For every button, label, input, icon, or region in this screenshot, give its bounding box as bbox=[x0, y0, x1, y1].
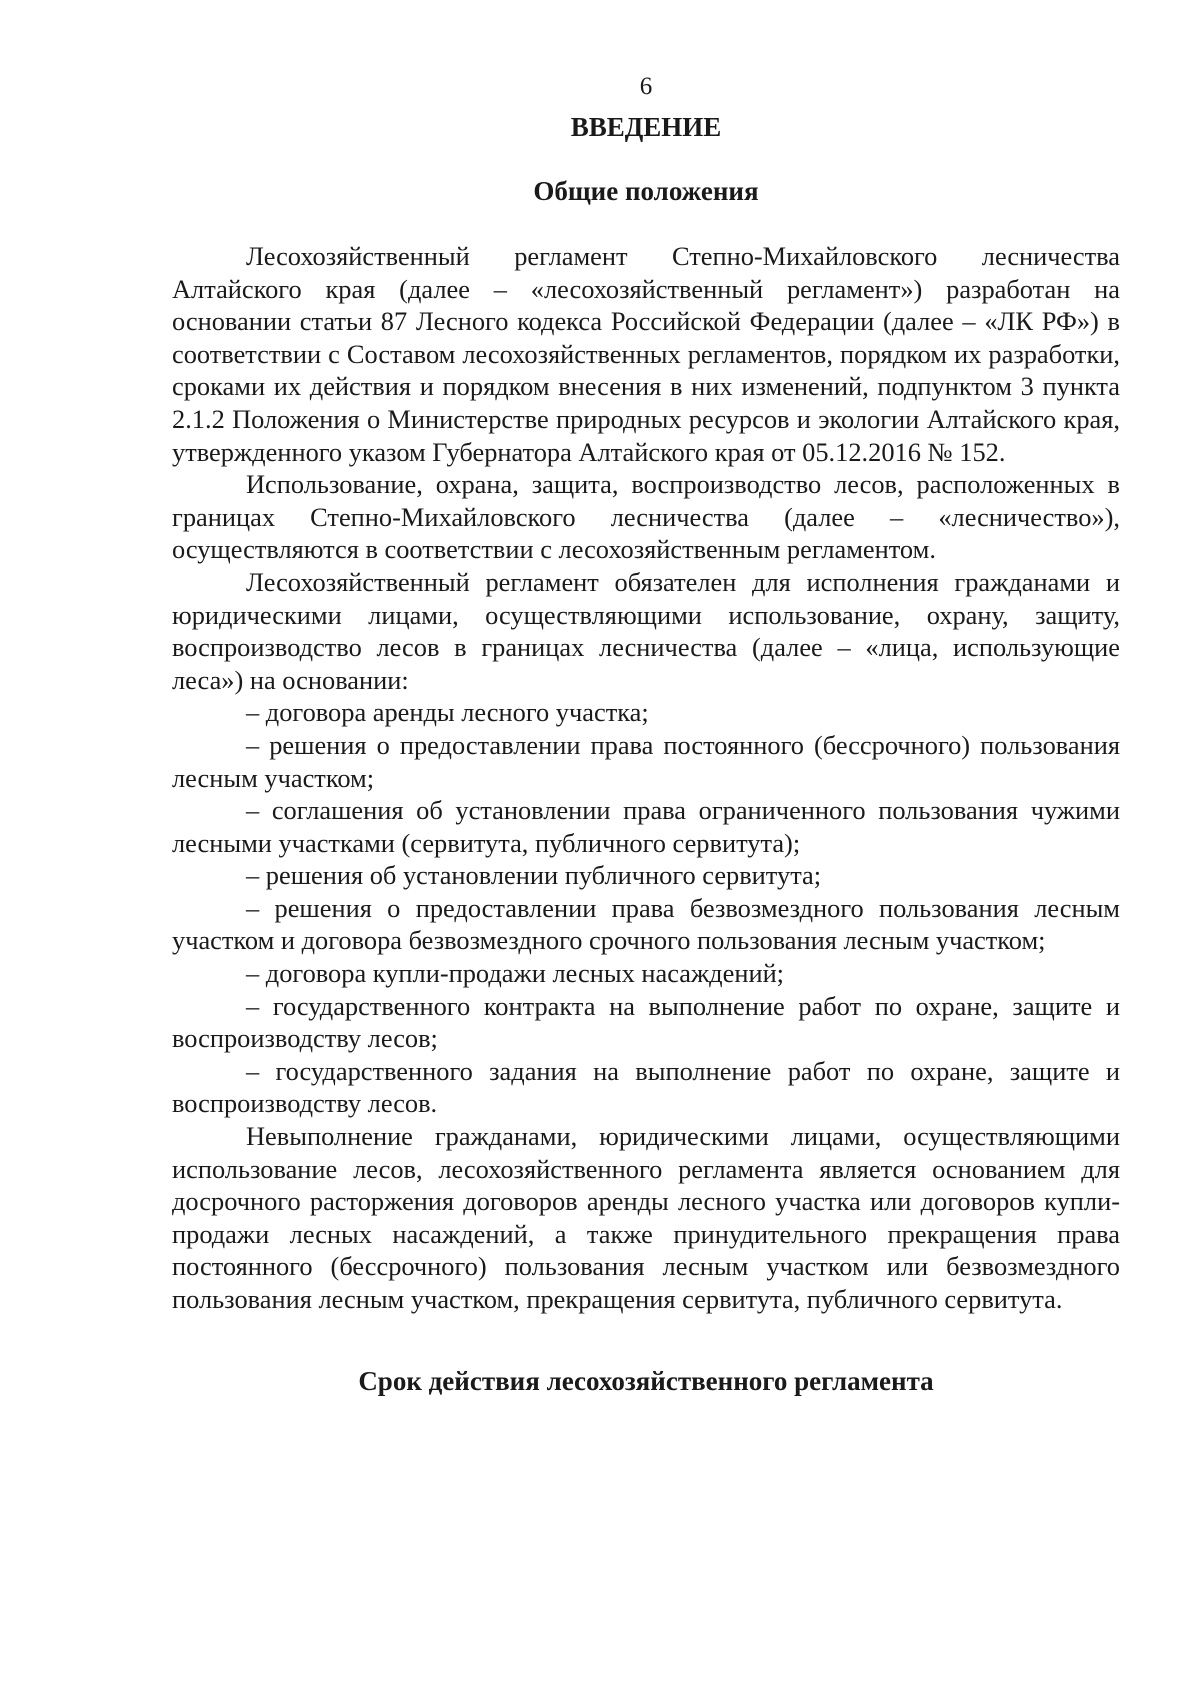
list-item: – договора аренды лесного участка; bbox=[246, 697, 649, 728]
list-item: – государственного контракта на выполнение работ по охране, защите и воспроизводству лесов; bbox=[172, 990, 1120, 1054]
page-number: 6 bbox=[639, 73, 653, 100]
section-heading-introduction: ВВЕДЕНИЕ bbox=[570, 112, 722, 142]
body-text bbox=[172, 240, 1120, 1316]
document-page bbox=[172, 70, 1120, 1398]
closing-paragraph: Невыполнение гражданами, юридическими лицами, осуществляющими использование лесов, лесохозяйственного регламента является основанием для досрочного расторжения договоров аренды лесного участка или договоров купли-продажи лесных насаждений, а также принудительного прекращения права постоянного (бессрочного) пользования лесным участком или безвозмездного пользования лесным участком, прекращения сервитута, публичного сервитута. bbox=[172, 1121, 1120, 1314]
list-item: – решения о предоставлении права безвозмездного пользования лесным участком и договора безвозмездного срочного пользования лесным участком; bbox=[172, 892, 1120, 956]
list-item: – решения об установлении публичного сервитута; bbox=[246, 860, 822, 891]
subsection-heading-validity: Срок действия лесохозяйственного регламента bbox=[358, 1365, 934, 1396]
list-item: – решения о предоставлении права постоянного (бессрочного) пользования лесным участком; bbox=[172, 729, 1120, 793]
list-item: – государственного задания на выполнение работ по охране, защите и воспроизводству лесов. bbox=[172, 1055, 1120, 1119]
list-item: – договора купли-продажи лесных насаждений; bbox=[246, 958, 785, 989]
paragraph: Лесохозяйственный регламент обязателен для исполнения гражданами и юридическими лицами, осуществляющими использование, охрану, защиту, воспроизводство лесов в границах лесничества (далее – «лица, использующие леса») на основании: bbox=[172, 566, 1120, 695]
paragraph: Лесохозяйственный регламент Степно-Михайловского лесничества Алтайского края (далее – «лесохозяйственный регламент») разработан на основании статьи 87 Лесного кодекса Российской Федерации (далее – «ЛК РФ») в соответствии с Составом лесохозяйственных регламентов, порядком их разработки, сроками их действия и порядком внесения в них изменений, подпунктом 3 пункта 2.1.2 Положения о Министерстве природных ресурсов и экологии Алтайского края, утвержденного указом Губернатора Алтайского края от 05.12.2016 № 152. bbox=[172, 241, 1120, 467]
list-item: – соглашения об установлении права ограниченного пользования чужими лесными участками (сервитута, публичного сервитута); bbox=[172, 795, 1120, 858]
paragraph: Использование, охрана, защита, воспроизводство лесов, расположенных в границах Степно-Михайловского лесничества (далее – «лесничество»), осуществляются в соответствии с лесохозяйственным регламентом. bbox=[172, 469, 1120, 565]
subsection-heading-general: Общие положения bbox=[533, 176, 759, 206]
